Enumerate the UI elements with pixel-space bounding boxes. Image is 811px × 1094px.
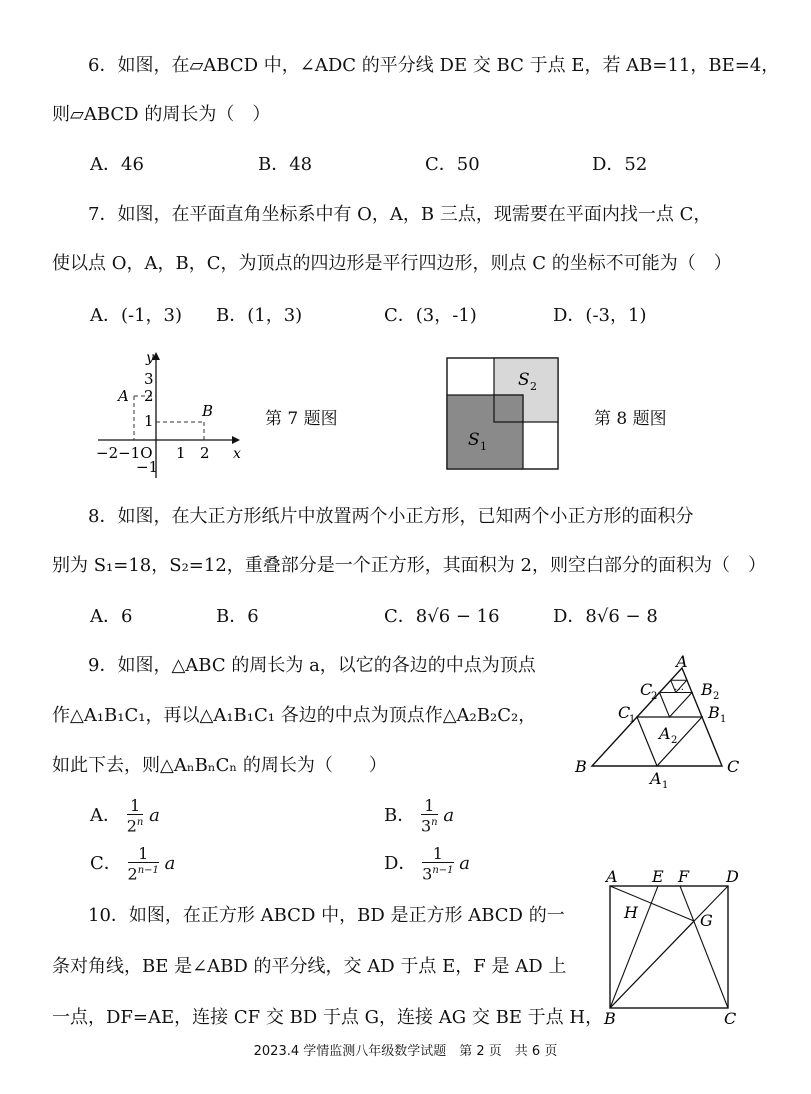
q7-y-tick-3: 3	[144, 370, 154, 388]
q8-squares-figure	[446, 357, 561, 472]
q9-option-c	[90, 846, 175, 882]
q9-option-b-fraction	[421, 798, 438, 834]
q8-stem-line2: 别为 S₁=18，S₂=12，重叠部分是一个正方形，其面积为 2，则空白部分的面积为（ ）	[52, 555, 766, 576]
q10-stem-line3: 一点，DF=AE，连接 CF 交 BD 于点 G，连接 AG 交 BE 于点 H，	[52, 1007, 604, 1028]
q6-option-a: A．46	[90, 154, 144, 175]
q7-x-axis-label: x	[233, 446, 241, 462]
q9-option-d-base: 3	[422, 864, 433, 884]
q9-vertex-c1-sub: 1	[629, 714, 636, 725]
q9-option-c-prefix: C．	[90, 853, 122, 875]
q6-stem-line2: 则▱ABCD 的周长为（ ）	[52, 104, 271, 125]
q8-s2-label: S	[518, 370, 530, 390]
q9-option-c-exponent: n−1	[137, 865, 159, 876]
q8-s2-sub: 2	[530, 380, 537, 393]
q9-option-b-var: a	[443, 805, 455, 827]
q10-point-e: E	[652, 867, 664, 886]
q9-option-b-exponent: n	[431, 817, 438, 828]
q9-option-a-exponent: n	[136, 817, 144, 828]
q6-option-d: D．52	[592, 154, 648, 175]
q9-option-c-numerator: 1	[128, 846, 159, 863]
q8-figure-caption: 第 8 题图	[594, 409, 667, 429]
q9-option-a	[90, 798, 160, 834]
q8-stem-line1: 8．如图，在大正方形纸片中放置两个小正方形，已知两个小正方形的面积分	[88, 506, 694, 527]
q8-option-c: C．8√6 − 16	[384, 606, 500, 627]
page-footer: 2023.4 学情监测八年级数学试题 第 2 页 共 6 页	[253, 1044, 558, 1059]
q6-stem-line1: 6．如图，在▱ABCD 中，∠ADC 的平分线 DE 交 BC 于点 E，若 AB=11，BE=4，	[88, 55, 780, 76]
q8-s1-sub: 1	[480, 440, 487, 453]
q9-option-d-fraction	[422, 846, 453, 882]
q8-option-d: D．8√6 − 8	[553, 606, 658, 627]
q10-stem-line2: 条对角线，BE 是∠ABD 的平分线，交 AD 于点 E，F 是 AD 上	[52, 956, 567, 977]
q9-stem-line3: 如此下去，则△AₙBₙCₙ 的周长为（ ）	[52, 755, 387, 776]
q8-option-a: A．6	[90, 606, 133, 627]
q7-coordinate-figure	[90, 348, 240, 483]
q9-option-b-numerator: 1	[421, 798, 438, 815]
q6-option-b: B．48	[258, 154, 313, 175]
q8-s1-label: S	[468, 430, 480, 450]
q10-vertex-d: D	[726, 867, 739, 886]
q9-vertex-b: B	[575, 757, 587, 776]
q9-vertex-c1: C	[618, 703, 631, 722]
q9-option-a-prefix: A．	[90, 805, 121, 827]
q10-point-h: H	[624, 903, 638, 922]
q7-y-axis-label: y	[146, 350, 154, 366]
q9-stem-line1: 9．如图，△ABC 的周长为 a，以它的各边的中点为顶点	[88, 655, 536, 676]
q9-vertex-b2: B	[701, 680, 713, 699]
q9-option-a-numerator: 1	[127, 798, 144, 815]
q7-option-d: D．(-3，1)	[553, 305, 647, 326]
q9-option-a-fraction	[127, 798, 144, 834]
q7-option-b: B．(1，3)	[216, 305, 303, 326]
q9-option-a-var: a	[149, 805, 160, 827]
q8-option-b: B．6	[216, 606, 259, 627]
q9-vertex-a2-sub: 2	[671, 735, 678, 746]
q9-vertex-a: A	[676, 652, 688, 671]
q7-y-tick-neg1: −1	[136, 458, 159, 476]
q9-option-b-prefix: B．	[384, 805, 416, 827]
q9-vertex-a1-sub: 1	[662, 780, 669, 791]
q9-vertex-b1: B	[708, 703, 720, 722]
q9-option-d-exponent: n−1	[432, 865, 454, 876]
q9-option-d-numerator: 1	[422, 846, 453, 863]
q7-point-a-label: A	[118, 387, 129, 405]
q10-stem-line1: 10．如图，在正方形 ABCD 中，BD 是正方形 ABCD 的一	[88, 905, 565, 926]
q9-vertex-c2-sub: 2	[651, 691, 658, 702]
q7-y-tick-1: 1	[144, 412, 154, 430]
svg-text:…: …	[674, 682, 684, 693]
q9-stem-line2: 作△A₁B₁C₁，再以△A₁B₁C₁ 各边的中点为顶点作△A₂B₂C₂，	[52, 705, 537, 726]
q7-stem-line2: 使以点 O，A，B，C，为顶点的四边形是平行四边形，则点 C 的坐标不可能为（ ）	[52, 253, 732, 274]
q7-point-b-label: B	[202, 402, 214, 420]
q9-vertex-b2-sub: 2	[713, 691, 720, 702]
q9-option-d-var: a	[459, 853, 471, 875]
q7-x-ticks-neg: −2−1O	[96, 444, 153, 462]
q9-option-c-fraction	[128, 846, 159, 882]
q7-option-a: A．(-1，3)	[90, 305, 183, 326]
q7-option-c: C．(3，-1)	[384, 305, 477, 326]
q9-triangles-figure	[570, 652, 750, 791]
q7-y-tick-2: 2	[144, 387, 154, 405]
q10-vertex-c: C	[724, 1009, 737, 1028]
q10-square-figure	[600, 866, 750, 1031]
q9-option-c-var: a	[164, 853, 176, 875]
q7-stem-line1: 7．如图，在平面直角坐标系中有 O，A，B 三点，现需要在平面内找一点 C，	[88, 204, 712, 225]
q10-point-g: G	[700, 911, 713, 930]
q10-vertex-a: A	[606, 867, 618, 886]
q9-vertex-a2: A	[659, 724, 671, 743]
q10-vertex-b: B	[604, 1009, 616, 1028]
q9-option-c-base: 2	[127, 864, 138, 884]
q9-vertex-b1-sub: 1	[720, 714, 727, 725]
q6-option-c: C．50	[425, 154, 480, 175]
q9-option-d-prefix: D．	[384, 853, 417, 875]
q9-option-b-base: 3	[420, 816, 432, 836]
q9-vertex-c2: C	[640, 680, 653, 699]
q7-x-tick-2: 2	[200, 444, 210, 462]
q7-x-tick-1: 1	[176, 444, 186, 462]
q7-figure-caption: 第 7 题图	[265, 409, 338, 429]
q9-option-a-base: 2	[126, 816, 137, 836]
q9-option-d	[384, 846, 470, 882]
q9-option-b	[384, 798, 454, 834]
q10-point-f: F	[678, 867, 690, 886]
q9-vertex-a1: A	[650, 769, 662, 788]
q9-vertex-c: C	[727, 757, 740, 776]
